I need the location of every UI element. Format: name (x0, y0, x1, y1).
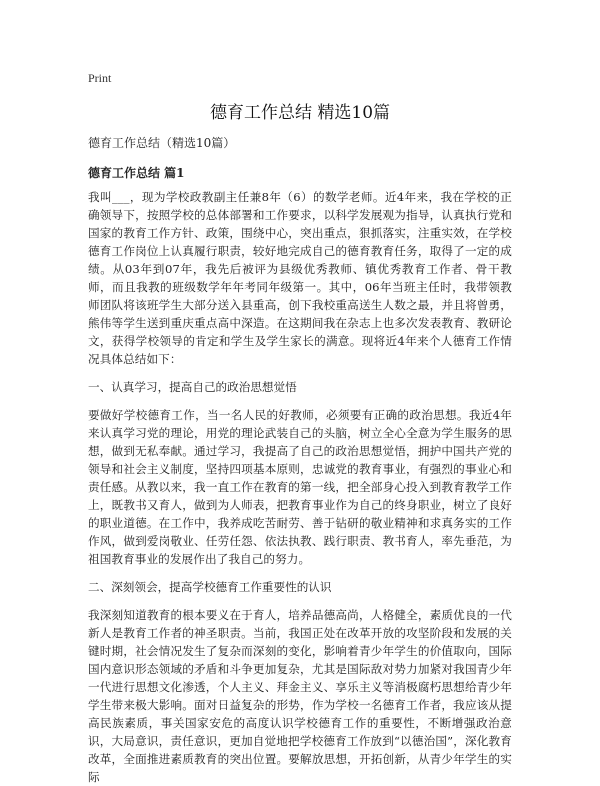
page-title: 德育工作总结 精选10篇 (209, 103, 391, 123)
subheading-importance: 二、深刻领会，提高学校德育工作重要性的认识 (88, 580, 332, 594)
print-link[interactable]: Print (88, 71, 112, 85)
section-heading: 德育工作总结 篇1 (88, 166, 185, 180)
subheading-study: 一、认真学习，提高自己的政治思想觉悟 (88, 380, 297, 394)
paragraph-study: 要做好学校德育工作，当一名人民的好教师，必须要有正确的政治思想。我近4年来认真学习党的理论，用党的理论武装自己的头脑，树立全心全意为学生服务的思想，做到无私奉献。通过学习，我提高了自己的政治思想觉悟，拥护中国共产党的领导和社会主义制度，坚持四项基本原则，忠诚党的教育事业，有强烈的事业心和责任感。从教以来，我一直工作在教育的第一线，把全部身心投入到教育教学工作上，既教书又育人，做到为人师表，把教育事业作为自己的终身职业，树立了良好的职业道德。在工作中，我养成吃苦耐劳、善于钻研的敬业精神和求真务实的工作作风，做到爱岗敬业、任劳任怨、依法执教、践行职责、教书育人，率先垂范，为祖国教育事业的发展作出了我自己的努力。 (88, 408, 512, 566)
document-subtitle: 德育工作总结（精选10篇） (88, 136, 236, 150)
paragraph-importance: 我深刻知道教育的根本要义在于育人，培养品德高尚，人格健全，素质优良的一代新人是教育工作者的神圣职责。当前，我国正处在改革开放的攻坚阶段和发展的关键时期，社会情况发生了复杂而深刻的变化，影响着青少年学生的价值取向，国际国内意识形态领域的矛盾和斗争更加复杂，尤其是国际敌对势力加紧对我国青少年一代进行思想文化渗透，个人主义、拜金主义、享乐主义等消极腐朽思想给青少年学生带来极大影响。面对日益复杂的形势，作为学校一名德育工作者，我应该从提高民族素质，事关国家安危的高度认识学校德育工作的重要性，不断增强政治意识，大局意识，责任意识，更加自觉地把学校德育工作放到“以德治国”，深化教育改革，全面推进素质教育的突出位置。要解放思想，开拓创新，从青少年学生的实际 (88, 608, 512, 784)
paragraph-intro: 我叫___，现为学校政教副主任兼8年（6）的数学老师。近4年来，我在学校的正确领导下，按照学校的总体部署和工作要求，以科学发展观为指导，认真执行党和国家的教育工作方针、政策，围绕中心，突出重点，狠抓落实，注重实效，在学校德育工作岗位上认真履行职责，较好地完成自己的德育教育任务，取得了一定的成绩。从03年到07年，我先后被评为县级优秀教师、镇优秀教育工作者、骨干教师，而且我教的班级数学年年考同年级第一。其中，06年当班主任时，我带领教师团队将该班学生大部分送入县重高，创下我校重高送生人数之最，并且将曾勇，熊伟等学生送到重庆重点高中深造。在这期间我在杂志上也多次发表教育、教研论文，获得学校领导的肯定和学生及学生家长的满意。现将近4年来个人德育工作情况具体总结如下： (88, 190, 512, 366)
